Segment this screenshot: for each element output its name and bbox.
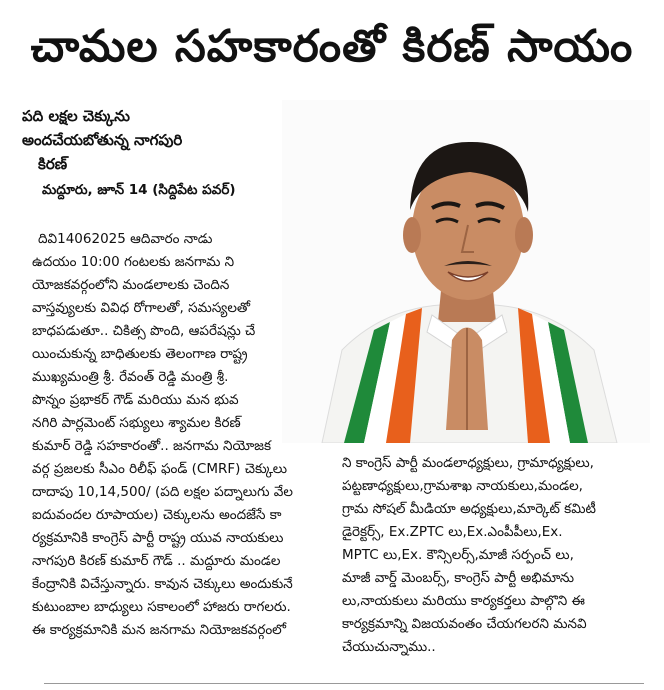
body-line: బాధపడుతూ.. చికిత్స పొంది, ఆపరేషన్లు చే	[32, 323, 256, 339]
subheadline-line: కిరణ్	[38, 155, 68, 173]
portrait-illustration	[282, 100, 650, 443]
article-headline: చామల సహకారంతో కిరణ్ సాయం	[30, 21, 634, 72]
body-line: దివి14062025 ఆదివారం నాడు	[38, 231, 213, 247]
article-subheadline	[22, 104, 272, 176]
body-line: యించుకున్న బాధితులకు తెలంగాణ రాష్ట్ర	[32, 346, 248, 362]
body-line: ని కాంగ్రెస్ పార్టీ మండలాధ్యక్షులు, గ్రామాధ్యక్షులు,	[342, 455, 594, 471]
body-line: కార్యక్రమాన్ని విజయవంతం చేయగలరని మనవి	[342, 616, 587, 632]
body-line: ఉదయం 10:00 గంటలకు జనగామ ని	[32, 254, 235, 270]
body-line: వర్గ ప్రజలకు సీఎం రిలీఫ్ ఫండ్ (CMRF) చెక్కులు	[32, 461, 288, 477]
body-line: ఐదువందల రూపాయల) చెక్కులను అందజేసే కా	[32, 507, 282, 523]
body-column-right	[342, 452, 658, 659]
body-line: ఈ కార్యక్రమానికి మన జనగామ నియోజకవర్గంలో	[32, 622, 287, 638]
body-line: ర్యక్రమానికి కాంగ్రెస్ పార్టీ రాష్ట్ర యువ నాయకులు	[32, 530, 284, 546]
body-line: ముఖ్యమంత్రి శ్రీ. రేవంత్ రెడ్డి మంత్రి శ్రీ.	[32, 369, 229, 385]
body-line: MPTC లు,Ex. కౌన్సిలర్స్,మాజీ సర్పంచ్ లు,	[342, 547, 574, 563]
body-line: చేయుచున్నాము..	[342, 639, 436, 655]
body-line: కుమార్ రెడ్డి సహకారంతో.. జనగామ నియోజక	[32, 438, 272, 454]
body-column-left	[32, 228, 332, 642]
body-line: పొన్నం ప్రభాకర్ గౌడ్ మరియు మన భువ	[32, 392, 239, 408]
body-line: యోజకవర్గంలోని మండలాలకు చెందిన	[32, 277, 230, 293]
portrait-photo	[282, 100, 650, 443]
body-line: మాజీ వార్డ్ మెంబర్స్, కాంగ్రెస్ పార్టీ అభిమాను	[342, 570, 575, 586]
subheadline-line: అందచేయబోతున్న నాగపురి	[22, 131, 183, 149]
body-line: వాస్తవ్యులకు వివిధ రోగాలతో, సమస్యలతో	[32, 300, 251, 316]
body-line: నగిరి పార్లమెంట్ సభ్యులు శ్యామల కిరణ్	[32, 415, 241, 431]
dateline: మద్దూరు, జూన్ 14 (సిద్దిపేట పవర్)	[42, 182, 236, 198]
body-line: పట్టణాధ్యక్షులు,గ్రామశాఖ నాయకులు,మండల,	[342, 478, 583, 494]
bottom-divider	[44, 683, 644, 684]
subheadline-line: పది లక్షల చెక్కును	[22, 107, 130, 125]
body-line: లు,నాయకులు మరియు కార్యకర్తలు పాల్గొని ఈ	[342, 593, 585, 609]
body-line: గ్రామ సోషల్ మీడియా అధ్యక్షులు,మార్కెట్ కమిటీ	[342, 501, 596, 517]
body-line: కేంద్రానికి విచేస్తున్నారు. కావున చెక్కులు అందుకునే	[32, 576, 293, 592]
body-line: కుటుంబాల బాధ్యులు సకాలంలో హాజరు రాగలరు.	[32, 599, 291, 615]
body-line: నాగపురి కిరణ్ కుమార్ గౌడ్ .. మద్దూరు మండల	[32, 553, 281, 569]
body-line: డైరెక్టర్స్, Ex.ZPTC లు,Ex.ఎంపీపీలు,Ex.	[342, 524, 563, 540]
body-line: దాదాపు 10,14,500/ (పది లక్షల పద్నాలుగు వేల	[32, 484, 293, 500]
